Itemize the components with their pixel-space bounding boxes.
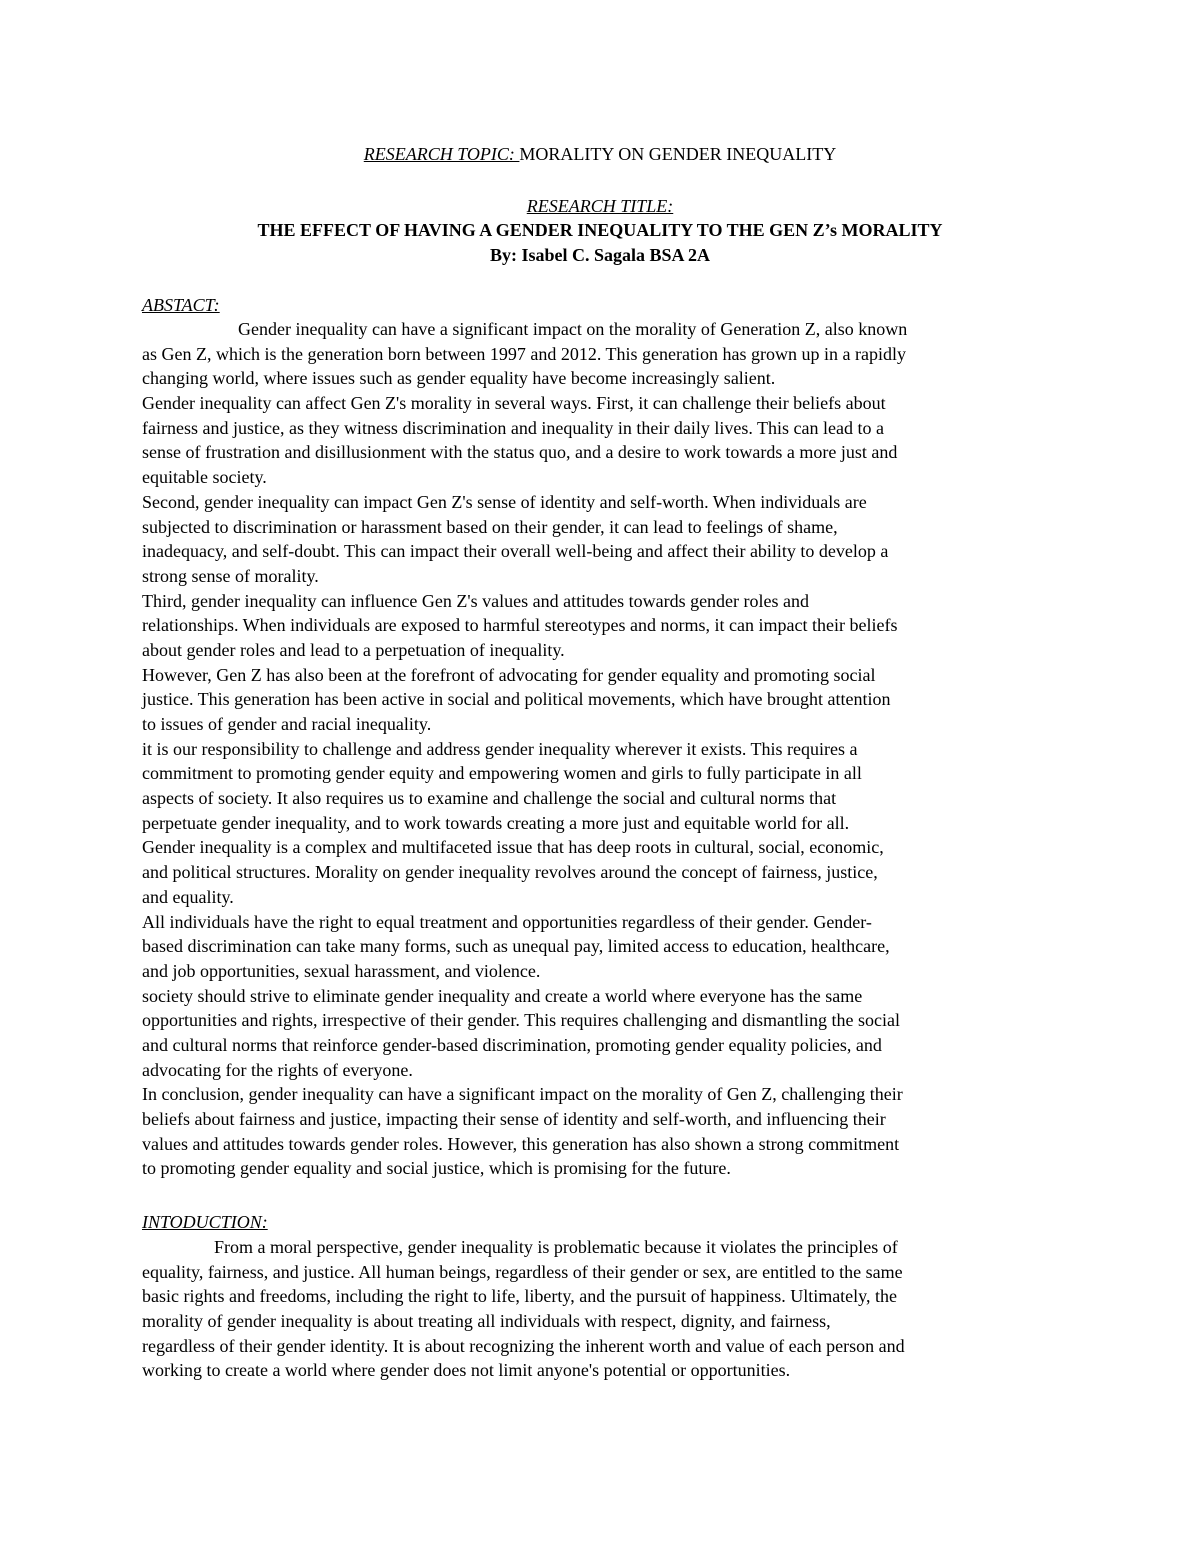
paragraph-line: In conclusion, gender inequality can have a significant impact on the morality of Gen Z, challenging their: [142, 1084, 903, 1105]
paragraph-line: to promoting gender equality and social justice, which is promising for the future.: [142, 1158, 731, 1179]
paragraph-line: Gender inequality can affect Gen Z's morality in several ways. First, it can challenge their beliefs about: [142, 393, 886, 414]
paragraph-line: commitment to promoting gender equity and empowering women and girls to fully participate in all: [142, 763, 862, 784]
paragraph-line: perpetuate gender inequality, and to work towards creating a more just and equitable world for all.: [142, 812, 850, 833]
research-title-label: RESEARCH TITLE:: [526, 196, 674, 216]
paragraph-line: Second, gender inequality can impact Gen Z's sense of identity and self-worth. When individuals are: [142, 491, 867, 512]
paragraph-line: opportunities and rights, irrespective of their gender. This requires challenging and dismantling the social: [142, 1010, 900, 1031]
paragraph-line: inadequacy, and self-doubt. This can impact their overall well-being and affect their ability to develop a: [142, 541, 889, 562]
paragraph-line: values and attitudes towards gender roles. However, this generation has also shown a strong commitment: [142, 1133, 900, 1154]
paragraph-line: and cultural norms that reinforce gender-based discrimination, promoting gender equality policies, and: [142, 1034, 882, 1055]
paragraph-line: beliefs about fairness and justice, impacting their sense of identity and self-worth, and influencing their: [142, 1109, 886, 1129]
paragraph-line: relationships. When individuals are exposed to harmful stereotypes and norms, it can impact their beliefs: [142, 615, 898, 636]
paragraph-line: Gender inequality is a complex and multifaceted issue that has deep roots in cultural, social, economic,: [142, 837, 884, 858]
paragraph-line: fairness and justice, as they witness discrimination and inequality in their daily lives. This can lead to a: [142, 417, 884, 438]
paragraph-line: However, Gen Z has also been at the forefront of advocating for gender equality and promoting social: [142, 664, 876, 685]
paragraph-line: advocating for the rights of everyone.: [142, 1059, 413, 1080]
research-title-label-line: [0, 194, 1200, 218]
research-topic-value: MORALITY ON GENDER INEQUALITY: [519, 144, 837, 164]
paragraph-line: and political structures. Morality on gender inequality revolves around the concept of fairness, justice,: [142, 862, 878, 883]
paragraph-line: changing world, where issues such as gender equality have become increasingly salient.: [142, 368, 776, 389]
introduction-body: [142, 1235, 1062, 1383]
research-topic-line: [0, 142, 1200, 166]
paragraph-line: aspects of society. It also requires us to examine and challenge the social and cultural norms that: [142, 788, 837, 809]
paragraph-line: subjected to discrimination or harassment based on their gender, it can lead to feelings of shame,: [142, 516, 838, 537]
paragraph-line: basic rights and freedoms, including the right to life, liberty, and the pursuit of happiness. Ultimately, the: [142, 1286, 897, 1307]
paragraph-line: and equality.: [142, 886, 234, 907]
paragraph-line: society should strive to eliminate gender inequality and create a world where everyone has the same: [142, 985, 863, 1006]
author-line: By: Isabel C. Sagala BSA 2A: [489, 245, 711, 265]
paragraph-line: as Gen Z, which is the generation born between 1997 and 2012. This generation has grown up in a rapidly: [142, 343, 906, 364]
paragraph-line: strong sense of morality.: [142, 565, 319, 586]
paragraph-line: about gender roles and lead to a perpetuation of inequality.: [142, 639, 565, 660]
research-topic-label: RESEARCH TOPIC:: [363, 144, 520, 164]
paragraph-line: From a moral perspective, gender inequality is problematic because it violates the principles of: [214, 1237, 898, 1257]
paragraph-line: morality of gender inequality is about treating all individuals with respect, dignity, and fairness,: [142, 1311, 831, 1332]
abstract-body: [142, 317, 1062, 1181]
abstract-heading: ABSTACT:: [142, 295, 220, 315]
paragraph-line: All individuals have the right to equal treatment and opportunities regardless of their gender. Gender-: [142, 911, 872, 932]
paragraph-line: equitable society.: [142, 467, 267, 488]
paragraph-line: working to create a world where gender does not limit anyone's potential or opportunities.: [142, 1360, 791, 1381]
introduction-heading: INTODUCTION:: [142, 1212, 268, 1232]
paragraph-line: and job opportunities, sexual harassment, and violence.: [142, 960, 541, 981]
paragraph-line: to issues of gender and racial inequality.: [142, 714, 432, 734]
research-title: THE EFFECT OF HAVING A GENDER INEQUALITY TO THE GEN Z’s MORALITY: [257, 220, 943, 240]
paragraph-line: justice. This generation has been active in social and political movements, which have brought attention: [142, 689, 891, 710]
paragraph-line: Third, gender inequality can influence Gen Z's values and attitudes towards gender roles and: [142, 590, 810, 611]
paragraph-line: based discrimination can take many forms, such as unequal pay, limited access to education, healthcare,: [142, 936, 890, 957]
paragraph-line: Gender inequality can have a significant impact on the morality of Generation Z, also known: [238, 319, 908, 339]
paragraph-line: sense of frustration and disillusionment with the status quo, and a desire to work towards a more just and: [142, 442, 898, 463]
paragraph-line: regardless of their gender identity. It is about recognizing the inherent worth and value of each person and: [142, 1335, 905, 1356]
paragraph-line: it is our responsibility to challenge and address gender inequality wherever it exists. This requires a: [142, 738, 858, 759]
paragraph-line: equality, fairness, and justice. All human beings, regardless of their gender or sex, are entitled to the same: [142, 1261, 903, 1282]
